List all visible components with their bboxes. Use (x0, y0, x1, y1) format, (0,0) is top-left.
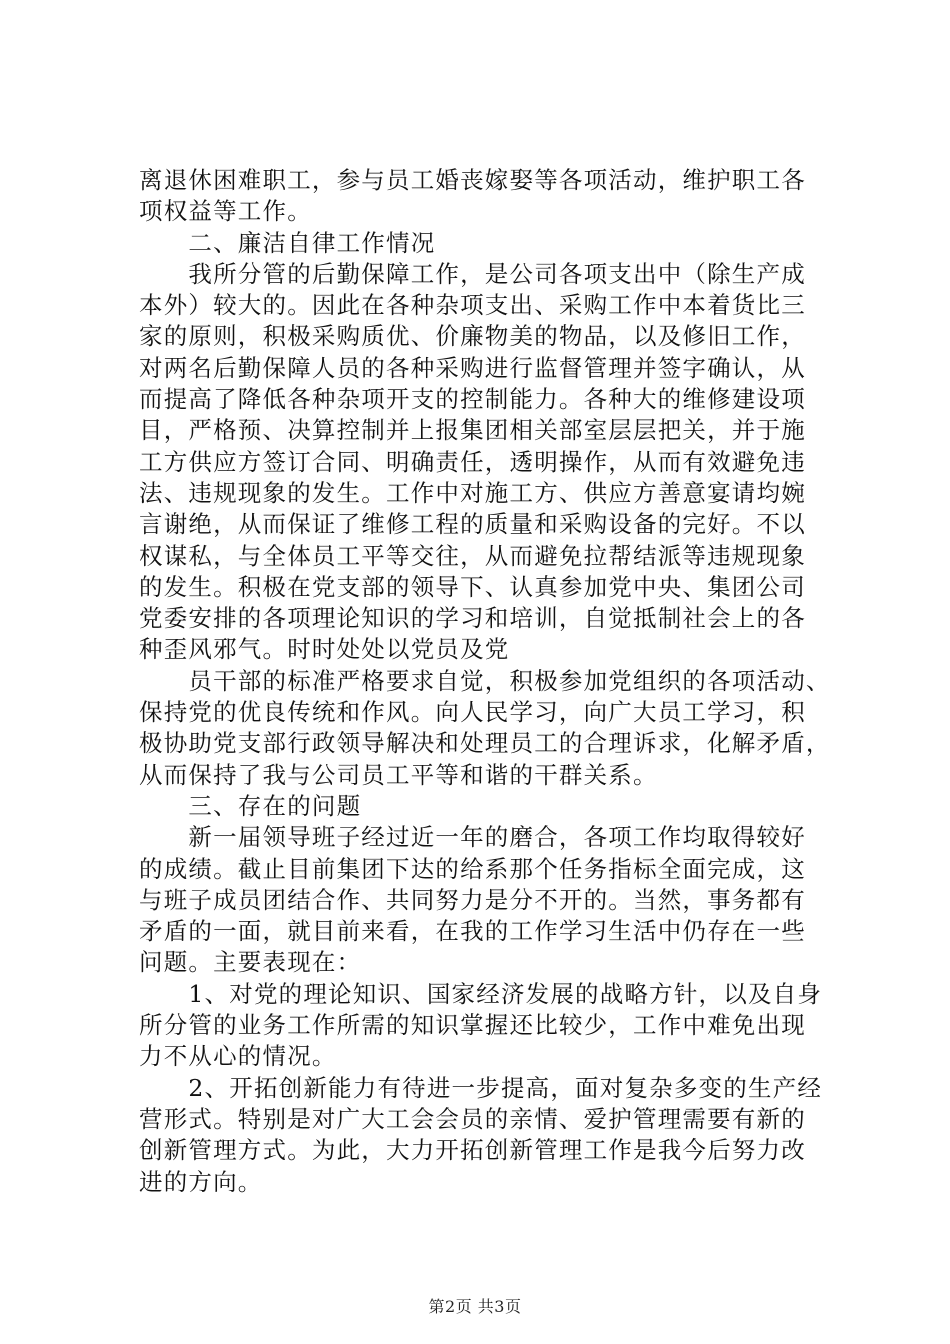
text-line: 1、对党的理论知识、国家经济发展的战略方针，以及自身 (139, 979, 823, 1008)
text-line: 员干部的标准严格要求自觉，积极参加党组织的各项活动、 (139, 666, 831, 695)
text-line: 矛盾的一面，就目前来看，在我的工作学习生活中仍存在一些 (139, 917, 806, 946)
section-heading: 二、廉洁自律工作情况 (139, 228, 436, 257)
text-line: 对两名后勤保障人员的各种采购进行监督管理并签字确认，从 (139, 353, 806, 382)
text-line: 极协助党支部行政领导解决和处理员工的合理诉求，化解矛盾， (139, 729, 831, 758)
text-line: 项权益等工作。 (139, 197, 312, 226)
text-line: 保持党的优良传统和作风。向人民学习，向广大员工学习，积 (139, 698, 806, 727)
text-line: 创新管理方式。为此，大力开拓创新管理工作是我今后努力改 (139, 1136, 806, 1165)
text-line: 2、开拓创新能力有待进一步提高，面对复杂多变的生产经 (139, 1073, 823, 1102)
text-line: 力不从心的情况。 (139, 1042, 337, 1071)
page-number-footer: 第2页 共3页 (428, 1297, 522, 1316)
text-line: 法、违规现象的发生。工作中对施工方、供应方善意宴请均婉 (139, 478, 806, 507)
text-line: 所分管的业务工作所需的知识掌握还比较少，工作中难免出现 (139, 1011, 806, 1040)
text-line: 种歪风邪气。时时处处以党员及党 (139, 635, 510, 664)
text-line: 我所分管的后勤保障工作，是公司各项支出中（除生产成 (139, 259, 806, 288)
text-line: 问题。主要表现在： (139, 948, 362, 977)
text-line: 营形式。特别是对广大工会会员的亲情、爱护管理需要有新的 (139, 1104, 806, 1133)
text-line: 党委安排的各项理论知识的学习和培训，自觉抵制社会上的各 (139, 604, 806, 633)
text-line: 言谢绝，从而保证了维修工程的质量和采购设备的完好。不以 (139, 510, 806, 539)
text-line: 家的原则，积极采购质优、价廉物美的物品，以及修旧工作， (139, 322, 806, 351)
body-text (139, 165, 839, 1198)
text-line: 的成绩。截止目前集团下达的给系那个任务指标全面完成，这 (139, 854, 806, 883)
text-line: 新一届领导班子经过近一年的磨合，各项工作均取得较好 (139, 823, 806, 852)
text-line: 从而保持了我与公司员工平等和谐的干群关系。 (139, 760, 658, 789)
text-line: 工方供应方签订合同、明确责任，透明操作，从而有效避免违 (139, 447, 806, 476)
text-line: 权谋私，与全体员工平等交往，从而避免拉帮结派等违规现象 (139, 541, 806, 570)
text-line: 目，严格预、决算控制并上报集团相关部室层层把关，并于施 (139, 416, 806, 445)
text-line: 与班子成员团结合作、共同努力是分不开的。当然，事务都有 (139, 885, 806, 914)
text-line: 本外）较大的。因此在各种杂项支出、采购工作中本着货比三 (139, 291, 806, 320)
text-line: 进的方向。 (139, 1167, 263, 1196)
text-line: 而提高了降低各种杂项开支的控制能力。各种大的维修建设项 (139, 385, 806, 414)
section-heading: 三、存在的问题 (139, 791, 362, 820)
text-line: 的发生。积极在党支部的领导下、认真参加党中央、集团公司 (139, 572, 806, 601)
text-line: 离退休困难职工，参与员工婚丧嫁娶等各项活动，维护职工各 (139, 166, 806, 194)
